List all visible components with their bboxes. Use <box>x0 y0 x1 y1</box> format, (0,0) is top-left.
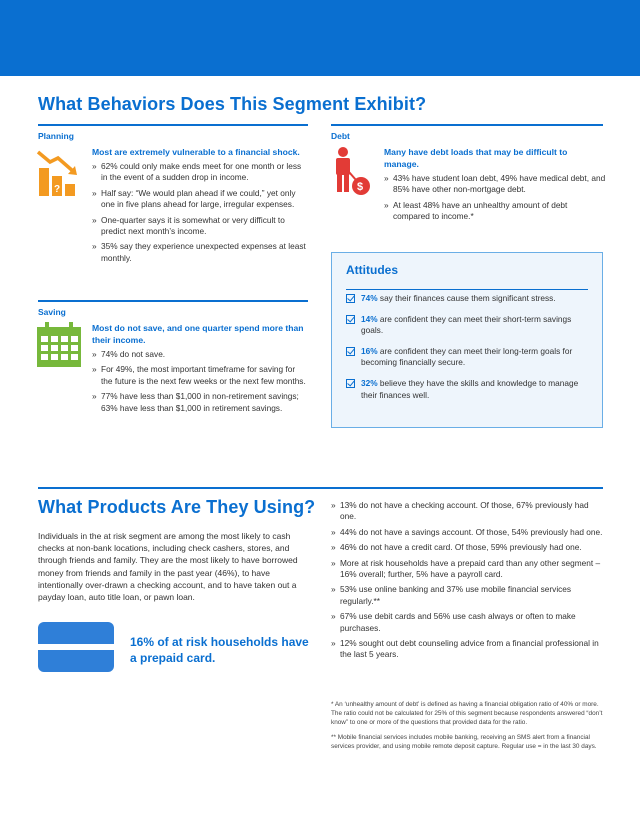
saving-block <box>92 322 308 418</box>
list-item: » At least 48% have an unhealthy amount of debt compared to income.* <box>384 200 606 223</box>
planning-list <box>92 161 308 264</box>
debt-block <box>384 146 606 227</box>
list-item <box>346 293 588 305</box>
list-item: » 74% do not save. <box>92 349 308 360</box>
list-item: » 62% could only make ends meet for one month or less in the event of a sudden drop in income. <box>92 161 308 184</box>
attitudes-rule <box>346 289 588 290</box>
list-item: » Half say: “We would plan ahead if we could,” yet only one in five plans ahead for large, irregular expenses. <box>92 188 308 211</box>
calendar-icon <box>36 322 82 368</box>
stat-text: are confident they can meet their long-term goals for becoming financially secure. <box>361 345 573 368</box>
debt-heading: Debt <box>331 131 350 141</box>
saving-rule <box>38 300 308 302</box>
list-item: » 12% sought out debt counseling advice from a financial professional in the last 5 years. <box>331 638 606 661</box>
declining-chart-icon <box>36 146 80 198</box>
stat-pct: 32% <box>361 377 378 388</box>
list-item: » 77% have less than $1,000 in non-retirement savings; 63% have less than $1,000 in retirement savings. <box>92 391 308 414</box>
stat-text: believe they have the skills and knowledge to manage their finances well. <box>361 377 579 400</box>
list-item: » 53% use online banking and 37% use mobile financial services regularly.** <box>331 584 606 607</box>
products-title: What Products Are They Using? <box>38 497 316 517</box>
products-rule <box>38 487 603 489</box>
products-intro: Individuals in the at risk segment are among the most likely to cash checks at non-bank locations, including check cashers, stores, and through friends and family. They are the most likely to have borrowed money from friends and family in the past year (46%), to have intentionally over-drawn a checking account, and to have taken out a payday loan, auto title loan, or pawn loan. <box>38 531 298 603</box>
list-item: » More at risk households have a prepaid card than any other segment – 16% overall; further, 5% have a payroll card. <box>331 558 606 581</box>
list-item <box>346 314 588 337</box>
attitudes-heading: Attitudes <box>346 263 398 277</box>
attitudes-list <box>346 293 588 401</box>
checkbox-icon <box>346 347 355 356</box>
attitudes-box <box>331 252 603 428</box>
header-band <box>0 0 640 76</box>
footnote: * An ‘unhealthy amount of debt’ is defined as having a financial obligation ratio of 40% or more. The ratio could not be calculated for 25% of this segment because respondents answered “don’t know” to one or more of the questions that provided data for the ratio. <box>331 701 603 727</box>
list-item: » 43% have student loan debt, 49% have medical debt, and 85% have other non-mortgage debt. <box>384 173 606 196</box>
debt-lead: Many have debt loads that may be difficult to manage. <box>384 147 568 169</box>
prepaid-callout: 16% of at risk households have a prepaid card. <box>130 635 309 665</box>
saving-list <box>92 349 308 414</box>
planning-lead: Most are extremely vulnerable to a financial shock. <box>92 147 300 157</box>
stat-text: say their finances cause them significant stress. <box>377 293 556 303</box>
saving-heading: Saving <box>38 307 66 317</box>
planning-rule <box>38 124 308 126</box>
planning-heading: Planning <box>38 131 74 141</box>
list-item: » For 49%, the most important timeframe for saving for the future is the next few weeks or the next few months. <box>92 364 308 387</box>
list-item: » One-quarter says it is somewhat or very difficult to predict next month’s income. <box>92 215 308 238</box>
svg-text:$: $ <box>357 181 364 193</box>
footnotes <box>331 700 606 756</box>
footnote: ** Mobile financial services includes mobile banking, receiving an SMS alert from a financial services provider, and using mobile remote deposit capture. Regular use = in the last 30 days. <box>331 733 597 750</box>
saving-lead: Most do not save, and one quarter spend more than their income. <box>92 323 304 345</box>
checkbox-icon <box>346 379 355 388</box>
list-item: » 13% do not have a checking account. Of those, 67% previously had one. <box>331 500 606 523</box>
list-item: » 67% use debit cards and 56% use cash always or often to make purchases. <box>331 611 606 634</box>
stat-pct: 16% <box>361 345 378 356</box>
credit-card-icon <box>38 622 114 672</box>
list-item <box>346 346 588 369</box>
debt-list <box>384 173 606 223</box>
svg-text:?: ? <box>54 184 61 195</box>
products-list <box>331 500 606 665</box>
checkbox-icon <box>346 294 355 303</box>
stat-pct: 14% <box>361 313 378 324</box>
behaviors-title: What Behaviors Does This Segment Exhibit? <box>38 94 427 114</box>
planning-block <box>92 146 308 268</box>
list-item: » 46% do not have a credit card. Of those, 59% previously had one. <box>331 542 606 553</box>
stat-pct: 74% <box>361 293 378 303</box>
list-item: » 35% say they experience unexpected expenses at least monthly. <box>92 241 308 264</box>
person-dollar-weight-icon <box>330 146 374 196</box>
debt-rule <box>331 124 603 126</box>
list-item: » 44% do not have a savings account. Of those, 54% previously had one. <box>331 527 606 538</box>
list-item <box>346 378 588 401</box>
stat-text: are confident they can meet their short-term savings goals. <box>361 313 572 336</box>
checkbox-icon <box>346 315 355 324</box>
